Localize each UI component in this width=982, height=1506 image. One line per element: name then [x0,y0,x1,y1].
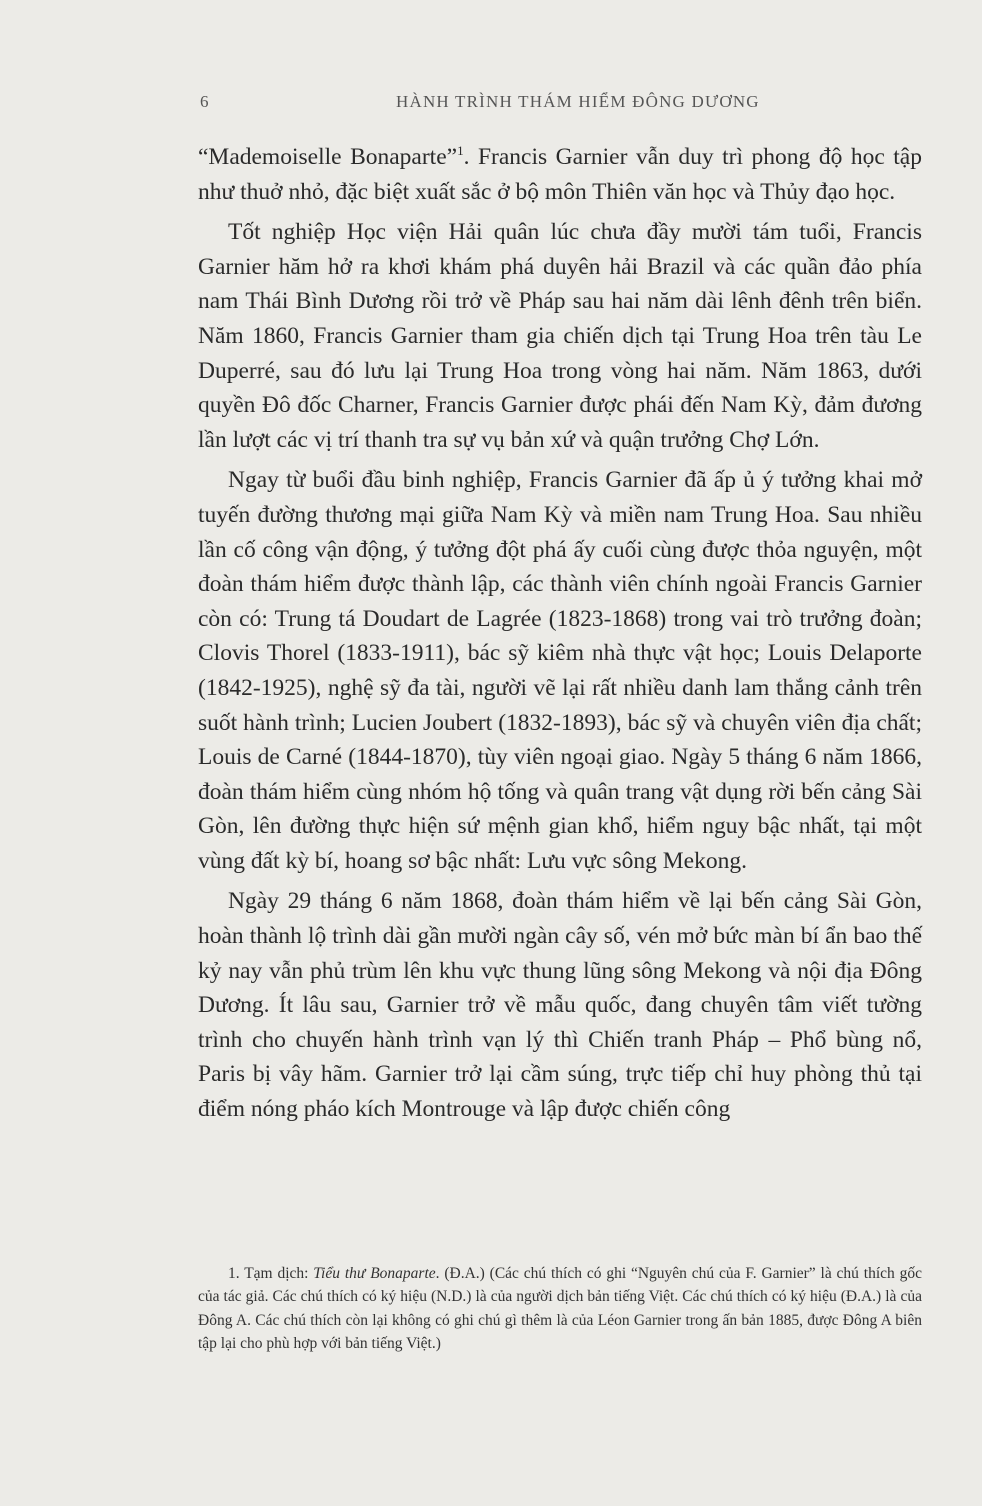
body-text [198,140,922,1133]
paragraph-1-rest: . Francis Garnier vẫn duy trì phong độ học tập như thuở nhỏ, đặc biệt xuất sắc ở bộ môn Thiên văn học và Thủy đạo học. [198,144,922,205]
footnote-italic-title: Tiểu thư Bonaparte [313,1265,436,1282]
paragraph-1 [198,140,922,209]
page-header [200,92,900,122]
footnote-marker: 1 [457,143,464,159]
footnote-prefix: 1. Tạm dịch: [228,1265,314,1282]
footnote-text: . (Đ.A.) (Các chú thích có ghi “Nguyên chú của F. Garnier” là chú thích gốc của tác giả. Các chú thích có ký hiệu (N.D.) là của người dịch bản tiếng Việt. Các chú thích có ký hiệu (Đ.A.) là của Đông A. Các chú thích còn lại không có ghi chú gì thêm là của Léon Garnier trong ấn bản 1885, được Đông A biên tập lại cho phù hợp với bản tiếng Việt.) [198,1265,922,1353]
footnote [198,1262,922,1356]
paragraph-4: Ngày 29 tháng 6 năm 1868, đoàn thám hiểm về lại bến cảng Sài Gòn, hoàn thành lộ trình dài gần mười ngàn cây số, vén mở bức màn bí ẩn bao thế kỷ nay vẫn phủ trùm lên khu vực thung lũng sông Mekong và nội địa Đông Dương. Ít lâu sau, Garnier trở về mẫu quốc, đang chuyên tâm viết tường trình cho chuyến hành trình vạn lý thì Chiến tranh Pháp – Phổ bùng nổ, Paris bị vây hãm. Garnier trở lại cầm súng, trực tiếp chỉ huy phòng thủ tại điểm nóng pháo kích Montrouge và lập được chiến công [198,888,922,1123]
paragraph-2: Tốt nghiệp Học viện Hải quân lúc chưa đầy mười tám tuổi, Francis Garnier hăm hở ra khơi khám phá duyên hải Brazil và các quần đảo phía nam Thái Bình Dương rồi trở về Pháp sau hai năm dài lênh đênh trên biển. Năm 1860, Francis Garnier tham gia chiến dịch tại Trung Hoa trên tàu Le Duperré, sau đó lưu lại Trung Hoa trong vòng hai năm. Năm 1863, dưới quyền Đô đốc Charner, Francis Garnier được phái đến Nam Kỳ, đảm đương lần lượt các vị trí thanh tra sự vụ bản xứ và quận trưởng Chợ Lớn. [198,219,922,453]
page-number: 6 [200,92,210,111]
running-title: HÀNH TRÌNH THÁM HIỂM ĐÔNG DƯƠNG [396,92,760,111]
paragraph-3: Ngay từ buổi đầu binh nghiệp, Francis Garnier đã ấp ủ ý tưởng khai mở tuyến đường thương mại giữa Nam Kỳ và miền nam Trung Hoa. Sau nhiều lần cố công vận động, ý tưởng đột phá ấy cuối cùng được thỏa nguyện, một đoàn thám hiểm được thành lập, các thành viên chính ngoài Francis Garnier còn có: Trung tá Doudart de Lagrée (1823-1868) trong vai trò trưởng đoàn; Clovis Thorel (1833-1911), bác sỹ kiêm nhà thực vật học; Louis Delaporte (1842-1925), nghệ sỹ đa tài, người vẽ lại rất nhiều danh lam thắng cảnh trên suốt hành trình; Lucien Joubert (1832-1893), bác sỹ và chuyên viên địa chất; Louis de Carné (1844-1870), tùy viên ngoại giao. Ngày 5 tháng 6 năm 1866, đoàn thám hiểm cùng nhóm hộ tống và quân trang vật dụng rời bến cảng Sài Gòn, lên đường thực hiện sứ mệnh gian khổ, hiểm nguy bậc nhất, tại một vùng đất kỳ bí, hoang sơ bậc nhất: Lưu vực sông Mekong. [198,467,922,874]
paragraph-1-start: “Mademoiselle Bonaparte” [198,144,458,170]
footnote-1 [198,1262,922,1356]
